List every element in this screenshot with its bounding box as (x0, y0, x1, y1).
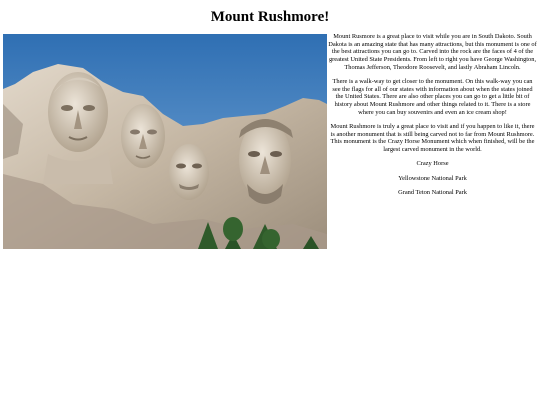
related-place-yellowstone: Yellowstone National Park (398, 174, 467, 182)
description-column (328, 33, 537, 203)
mount-rushmore-photo (3, 34, 327, 249)
related-place-grand-teton: Grand Teton National Park (398, 188, 467, 196)
page-title: Mount Rushmore! (210, 9, 330, 25)
crazy-horse-paragraph: Mount Rushmore is truly a great place to visit and if you happen to like it, there is another monument that is still being carved not to far from Mount Rushmore. This monument is the Crazy Horse Monument which when finished, will be the largest carved monument in the world. (330, 123, 535, 154)
intro-paragraph: Mount Rusmore is a great place to visit while you are in South Dakoto. South Dakota is an amazing state that has many attractions, but this monument is one of the best attractions you can go to. Carved into the rock are the faces of 4 of the greatest United State Presidents. From left to right you have George Washington, Thomas Jefferson, Theodore Roosevelt, and lastly Abraham Lincoln. (328, 33, 537, 71)
related-place-crazy-horse: Crazy Horse (416, 160, 449, 168)
walkway-paragraph: There is a walk-way to get closer to the monument. On this walk-way you can see the flags for all of our states with information about when the states joined the United States. There are also other places you can go to get a little bit of history about Mount Rushmore and other things related to it. There is a store where you can buy souvenirs and even an ice cream shop! (332, 78, 533, 116)
